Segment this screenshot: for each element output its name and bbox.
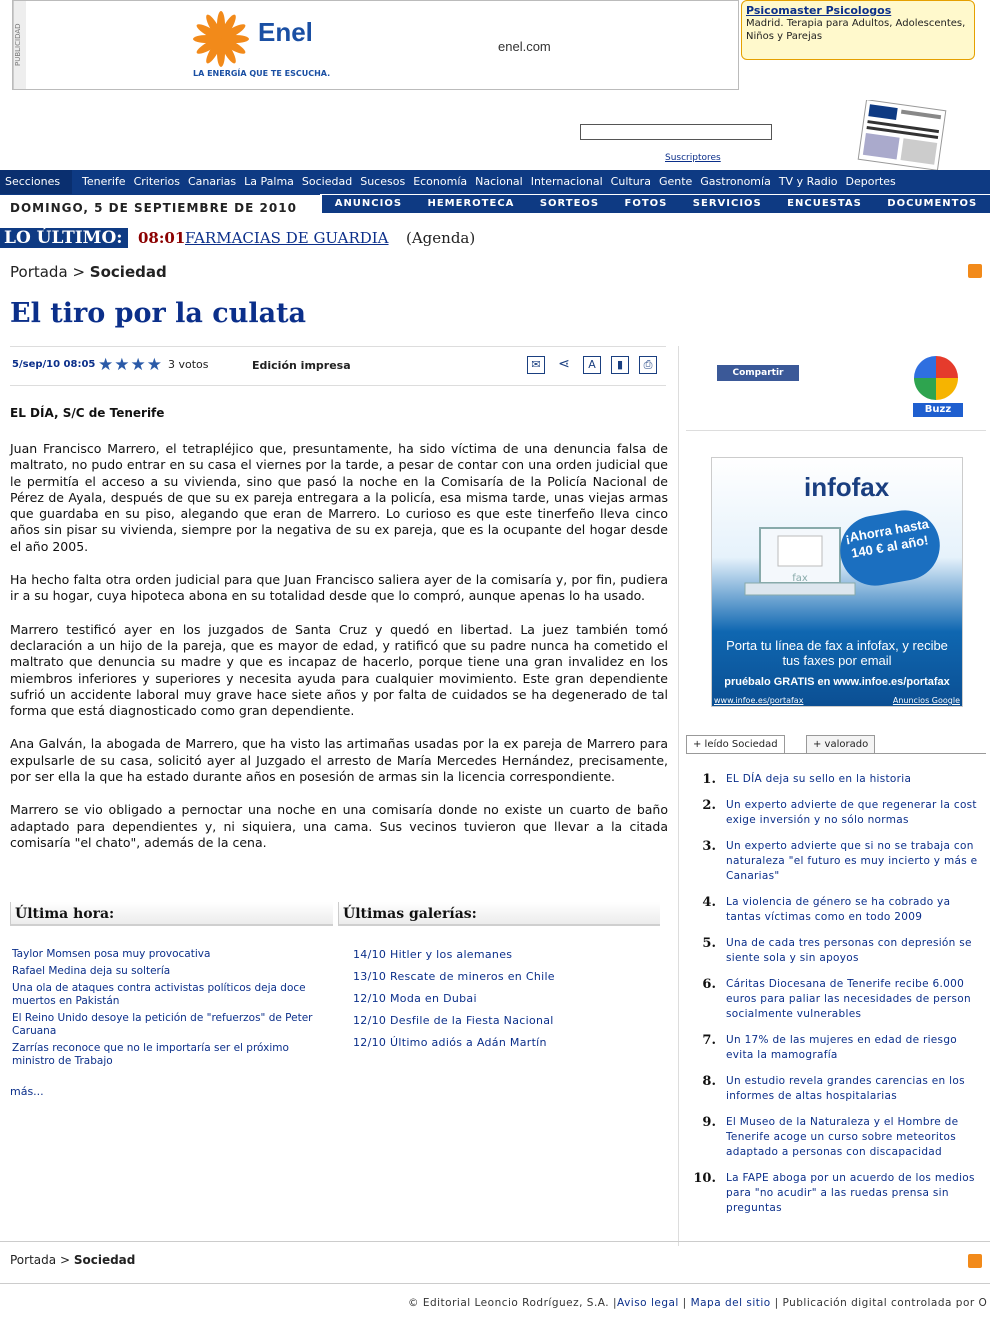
copyright-line: [408, 1297, 987, 1309]
rss-icon[interactable]: [968, 1254, 982, 1268]
side-ad-text: Madrid. Terapia para Adultos, Adolescentes, Niños y Parejas: [746, 18, 966, 42]
breadcrumb-home-link[interactable]: Portada: [10, 263, 68, 281]
infofax-savings-badge: ¡Ahorra hasta 140 € al año!: [835, 505, 946, 591]
ultima-hora-link[interactable]: Zarrías reconoce que no le importaría ser el próximo ministro de Trabajo: [12, 1042, 289, 1067]
nav-item[interactable]: Internacional: [530, 175, 603, 188]
gallery-link[interactable]: 12/10 Último adiós a Adán Martín: [353, 1036, 547, 1049]
ranking-item: [690, 772, 986, 787]
sub-nav: [322, 195, 990, 213]
subnav-item[interactable]: DOCUMENTOS: [887, 198, 978, 209]
rss-icon[interactable]: [968, 264, 982, 278]
buzz-button[interactable]: Buzz: [913, 403, 963, 417]
galerias-list: [353, 948, 663, 1058]
infofax-free-trial: pruébalo GRATIS en www.infoe.es/portafax: [724, 676, 950, 688]
nav-item[interactable]: TV y Radio: [778, 175, 838, 188]
ranking-item: [690, 936, 986, 966]
ranking-link[interactable]: EL DÍA deja su sello en la historia: [726, 773, 912, 785]
top-banner-ad[interactable]: [12, 0, 739, 90]
ranking-number: 8.: [702, 1074, 716, 1089]
google-ads-link[interactable]: Anuncios Google: [892, 696, 960, 705]
ranking-link[interactable]: La FAPE aboga por un acuerdo de los medios para "no acudir" a las ruedas prensa sin preguntas: [726, 1172, 975, 1214]
nav-item[interactable]: Canarias: [187, 175, 237, 188]
article-byline: EL DÍA, S/C de Tenerife: [10, 406, 165, 420]
article-paragraph: Ha hecho falta otra orden judicial para que Juan Francisco saliera ayer de la comisaría y, por fin, pudiera ir a su hogar, cuya hipoteca abona en su totalidad desde que lo compró, aunque apenas lo ha usado.: [10, 572, 668, 604]
ranking-number: 6.: [702, 977, 716, 992]
tab-mas-valorado[interactable]: + valorado: [806, 735, 875, 753]
compartir-button[interactable]: Compartir: [717, 365, 799, 381]
lo-ultimo-label: LO ÚLTIMO:: [0, 228, 128, 248]
laptop-fax-icon: [740, 518, 860, 618]
ranking-link[interactable]: Un 17% de las mujeres en edad de riesgo evita la mamografía: [726, 1034, 958, 1061]
subscribers-link[interactable]: Suscriptores: [665, 153, 721, 163]
ranking-item: [690, 977, 986, 1022]
ranking-list: [690, 772, 986, 1227]
footer-separator: |: [678, 1297, 691, 1309]
star-icon[interactable]: ★: [114, 355, 130, 375]
subnav-item[interactable]: ANUNCIOS: [334, 198, 403, 209]
tab-mas-leido[interactable]: + leído Sociedad: [686, 735, 785, 753]
nav-item[interactable]: Tenerife: [82, 175, 126, 188]
article-date: 5/sep/10 08:05: [12, 359, 96, 370]
subnav-item[interactable]: ENCUESTAS: [787, 198, 862, 209]
lo-ultimo-time: 08:01: [138, 229, 186, 247]
breadcrumb-current-link[interactable]: Sociedad: [89, 263, 167, 281]
ranking-link[interactable]: Un estudio revela grandes carencias en los informes de altas hospitalarias: [726, 1075, 965, 1102]
article-paragraph: Ana Galván, la abogada de Marrero, que ha visto las artimañas usadas por la ex pareja de Marrero para expulsarle de su casa, solicitó ayer al Juzgado el arresto de María Mercedes Hernández, precisamente, por ser ella la que ha estado durante años en posesión de armas sin la licencia correspondiente.: [10, 736, 668, 785]
ranking-link[interactable]: Cáritas Diocesana de Tenerife recibe 6.000 euros para paliar las necesidades de person socialmente vulnerables: [726, 978, 971, 1020]
ad-label: PUBLICIDAD: [13, 1, 26, 89]
ranking-link[interactable]: Un experto advierte de que regenerar la cost exige inversión y no sólo normas: [726, 799, 977, 826]
lo-ultimo-suffix: (Agenda): [406, 229, 476, 247]
infofax-url-link[interactable]: www.infoe.es/portafax: [714, 696, 804, 705]
nav-items: [78, 170, 900, 194]
infofax-logo: infofax: [804, 472, 890, 502]
ranking-number: 10.: [693, 1171, 716, 1186]
stats-icon[interactable]: ▮: [611, 356, 629, 374]
nav-item[interactable]: Deportes: [845, 175, 896, 188]
nav-item[interactable]: Economía: [413, 175, 468, 188]
gallery-link[interactable]: 12/10 Desfile de la Fiesta Nacional: [353, 1014, 554, 1027]
ranking-item: [690, 1171, 986, 1216]
article-paragraph: Marrero testificó ayer en los juzgados de Santa Cruz y quedó en libertad. La juez también tomó declaración a un hijo de la pareja, que es mayor de edad, y ratificó que su padre nunca ha cometido el maltrato que denuncia su madre y que es incapaz de hacerlo, porque tiene una gran invalidez en los miembros inferiores y superiores y necesita ayuda para cualquier movimiento. Este gran dependiente sufrió un accidente laboral muy grave hace siete años y por falta de cuidados se ha degenerado de tal forma que está diagnosticado como gran dependiente.: [10, 621, 668, 719]
subnav-item[interactable]: FOTOS: [624, 198, 668, 209]
nav-item[interactable]: Sucesos: [360, 175, 406, 188]
ultima-hora-link[interactable]: Una ola de ataques contra activistas políticos deja doce muertos en Pakistán: [12, 982, 306, 1007]
lo-ultimo-link[interactable]: FARMACIAS DE GUARDIA: [185, 229, 389, 247]
search-input[interactable]: [580, 124, 772, 140]
ultima-hora-heading: Última hora:: [10, 902, 333, 926]
nav-filler: [922, 170, 990, 194]
nav-item[interactable]: Sociedad: [301, 175, 353, 188]
nav-item[interactable]: Nacional: [475, 175, 523, 188]
edition-label: Edición impresa: [252, 359, 351, 372]
print-icon[interactable]: ⎙: [639, 356, 657, 374]
ultima-hora-list: [12, 948, 332, 1072]
ranking-item: [690, 839, 986, 884]
gallery-link[interactable]: 13/10 Rescate de mineros en Chile: [353, 970, 555, 983]
breadcrumb: [10, 263, 167, 281]
infofax-ad[interactable]: [711, 457, 963, 707]
article-meta-row: [10, 346, 666, 386]
nav-secciones[interactable]: Secciones: [0, 170, 72, 194]
nav-item[interactable]: Gastronomía: [700, 175, 771, 188]
ranking-number: 1.: [702, 772, 716, 787]
footer-breadcrumb: [10, 1253, 135, 1267]
more-link[interactable]: más...: [10, 1085, 44, 1098]
ranking-number: 3.: [702, 839, 716, 854]
star-icon[interactable]: ★: [130, 355, 146, 375]
ranking-link[interactable]: La violencia de género se ha cobrado ya tantas víctimas como en todo 2009: [726, 896, 951, 923]
ranking-number: 9.: [702, 1115, 716, 1130]
ranking-item: [690, 798, 986, 828]
aviso-legal-link[interactable]: Aviso legal: [617, 1297, 679, 1309]
infofax-copy: Porta tu línea de fax a infofax, y recibe tus faxes por email: [726, 638, 948, 668]
subnav-item[interactable]: SORTEOS: [539, 198, 600, 209]
ultima-hora-link[interactable]: El Reino Unido desoye la petición de "refuerzos" de Peter Caruana: [12, 1012, 313, 1037]
ranking-item: [690, 1074, 986, 1104]
gallery-link[interactable]: 12/10 Moda en Dubai: [353, 992, 477, 1005]
breadcrumb-sep: >: [72, 263, 86, 281]
newspaper-cover-icon[interactable]: [852, 100, 952, 170]
vote-count: 3 votos: [168, 358, 209, 371]
article-paragraph: Juan Francisco Marrero, el tetrapléjico que, presuntamente, ha sido víctima de una denuncia falsa de maltrato, no pudo entrar en su casa el viernes por la tarde, a pesar de contar con una orden judicial que le permitía el acceso a su vivienda, sino que pasó la noche en la Comisaría de la Policía Nacional de Pérez de Ayala, después de que su ex pareja entregara a la policía, esa misma tarde, unas viejas armas que guardaba en su piso, alegando que eran de Marrero. Lo curioso es que este tinerfeño lleva cinco años sin pisar su vivienda, siempre por la negativa de su ex pareja, que es la ocupante del hogar desde el año 2005.: [10, 441, 668, 554]
ultima-hora-link[interactable]: Rafael Medina deja su soltería: [12, 965, 171, 977]
breaking-news-bar: [0, 228, 990, 248]
ranking-tabs: [686, 735, 986, 754]
nav-item[interactable]: Cultura: [610, 175, 651, 188]
nav-item[interactable]: La Palma: [244, 175, 294, 188]
column-divider: [678, 346, 679, 1246]
fax-label: fax: [792, 573, 808, 584]
current-date: DOMINGO, 5 DE SEPTIEMBRE DE 2010: [10, 201, 297, 215]
star-icon[interactable]: ★: [146, 355, 162, 375]
ranking-number: 4.: [702, 895, 716, 910]
subnav-item[interactable]: SERVICIOS: [692, 198, 762, 209]
side-ad-title-link[interactable]: Psicomaster Psicologos: [746, 4, 892, 17]
nav-item[interactable]: Criterios: [133, 175, 180, 188]
article-body: [10, 441, 668, 868]
star-icon[interactable]: ★: [98, 355, 114, 375]
share-icon[interactable]: ⋖: [558, 356, 570, 372]
ultima-hora-link[interactable]: Taylor Momsen posa muy provocativa: [12, 948, 211, 960]
ranking-item: [690, 1115, 986, 1160]
gallery-link[interactable]: 14/10 Hitler y los alemanes: [353, 948, 513, 961]
ranking-item: [690, 1033, 986, 1063]
main-nav: [0, 170, 922, 194]
ranking-number: 2.: [702, 798, 716, 813]
enel-url: enel.com: [498, 39, 551, 54]
footer-home-link[interactable]: Portada: [10, 1253, 57, 1267]
share-box: [686, 346, 986, 431]
footer-sep: >: [59, 1253, 71, 1267]
enel-brand: Enel: [258, 17, 313, 47]
page-title: El tiro por la culata: [10, 298, 307, 329]
ranking-link[interactable]: Una de cada tres personas con depresión se siente sola y sin apoyos: [726, 937, 972, 964]
font-size-icon[interactable]: A: [583, 356, 601, 374]
ranking-link[interactable]: El Museo de la Naturaleza y el Hombre de Tenerife acoge un curso sobre meteoritos adaptado a personas con discapacidad: [726, 1116, 959, 1158]
mapa-del-sitio-link[interactable]: Mapa del sitio: [690, 1297, 771, 1309]
enel-slogan: LA ENERGÍA QUE TE ESCUCHA.: [193, 69, 331, 78]
nav-item[interactable]: Gente: [658, 175, 693, 188]
galerias-heading: Últimas galerías:: [338, 902, 660, 926]
footer-divider: [0, 1283, 990, 1284]
footer-separator: | Publicación digital controlada por O: [770, 1297, 988, 1309]
footer-current-link[interactable]: Sociedad: [73, 1253, 136, 1267]
copyright-text: © Editorial Leoncio Rodríguez, S.A. |: [408, 1297, 618, 1309]
rating-stars[interactable]: [98, 357, 162, 374]
article-paragraph: Marrero se vio obligado a pernoctar una noche en una comisaría donde no existe un cuarto de baño adaptado para dependientes y, ni siquiera, una cama. Sus vecinos tuvieron que llevar a la citada comisaría "el chato", además de la cena.: [10, 802, 668, 850]
footer-divider: [0, 1241, 990, 1242]
ranking-item: [690, 895, 986, 925]
ranking-number: 5.: [702, 936, 716, 951]
ranking-link[interactable]: Un experto advierte que si no se trabaja con naturaleza "el futuro es muy incierto y más e Canarias": [726, 840, 978, 882]
subnav-item[interactable]: HEMEROTECA: [427, 198, 515, 209]
article-tools: [527, 356, 657, 374]
email-icon[interactable]: ✉: [527, 356, 545, 374]
google-buzz-icon[interactable]: [914, 356, 958, 400]
side-text-ad[interactable]: [741, 0, 975, 60]
date-bar: [0, 194, 320, 229]
ranking-number: 7.: [702, 1033, 716, 1048]
